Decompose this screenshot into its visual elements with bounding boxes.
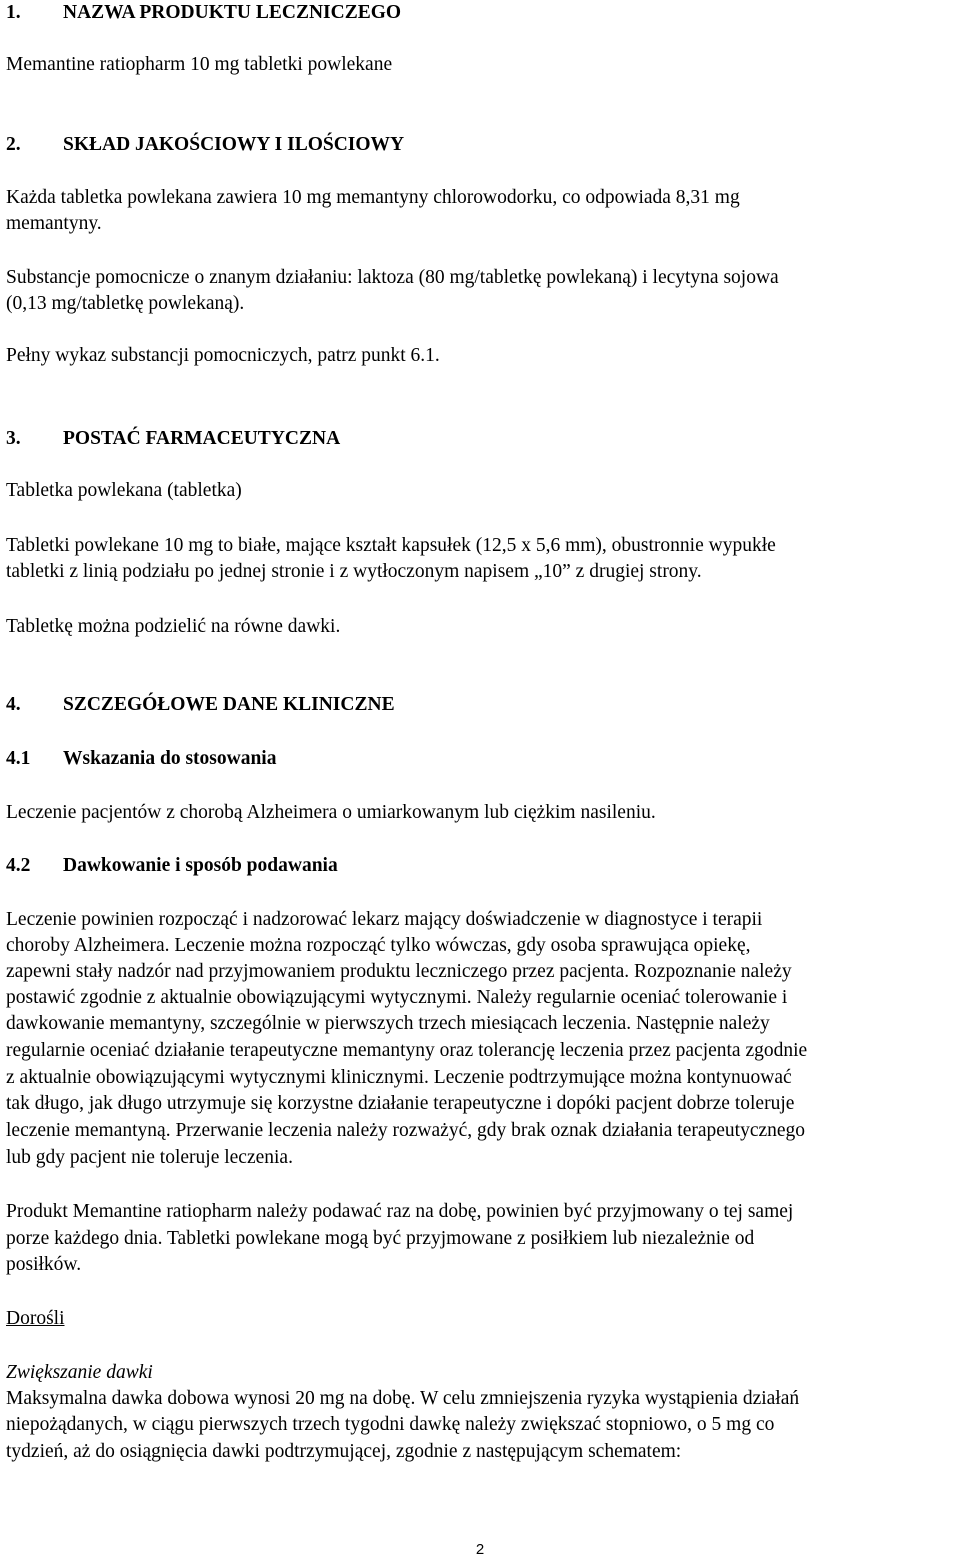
section-number: 1. [6, 2, 21, 23]
paragraph-line: Tabletka powlekana (tabletka) [6, 480, 242, 501]
section-3-heading [6, 426, 340, 452]
paragraph-line: Tabletki powlekane 10 mg to białe, mające kształt kapsułek (12,5 x 5,6 mm), obustronnie wypukłe [6, 535, 776, 556]
section-number: 2. [6, 134, 21, 155]
section-4-2-heading [6, 853, 338, 879]
section-title: NAZWA PRODUKTU LECZNICZEGO [63, 2, 402, 23]
paragraph-line: posiłków. [6, 1254, 82, 1275]
paragraph-line: leczenie memantyną. Przerwanie leczenia należy rozważyć, gdy brak oznak działania terapeutycznego [6, 1120, 806, 1141]
adults-subheading: Dorośli [6, 1308, 65, 1329]
section-number: 4.2 [6, 855, 31, 876]
paragraph-line: Pełny wykaz substancji pomocniczych, patrz punkt 6.1. [6, 345, 440, 366]
paragraph-line: Substancje pomocnicze o znanym działaniu: laktoza (80 mg/tabletkę powlekaną) i lecytyna sojowa [6, 267, 779, 288]
section-1-heading [6, 0, 401, 26]
paragraph-line: regularnie oceniać działanie terapeutyczne memantyny oraz tolerancję leczenia przez pacjenta zgodnie [6, 1040, 808, 1061]
section-title: SZCZEGÓŁOWE DANE KLINICZNE [63, 694, 395, 715]
paragraph-line: Leczenie powinien rozpocząć i nadzorować lekarz mający doświadczenie w diagnostyce i terapii [6, 909, 763, 930]
paragraph-line: (0,13 mg/tabletkę powlekaną). [6, 293, 245, 314]
paragraph-line: z aktualnie obowiązującymi wytycznymi klinicznymi. Leczenie podtrzymujące można kontynuować [6, 1067, 792, 1088]
product-name: Memantine ratiopharm 10 mg tabletki powlekane [6, 54, 393, 75]
section-number: 4. [6, 694, 21, 715]
dose-increase-subheading: Zwiększanie dawki [6, 1362, 153, 1383]
paragraph-line: lub gdy pacjent nie toleruje leczenia. [6, 1147, 293, 1168]
paragraph-line: Maksymalna dawka dobowa wynosi 20 mg na dobę. W celu zmniejszenia ryzyka wystąpienia działań [6, 1388, 800, 1409]
section-4-1-heading [6, 746, 276, 772]
paragraph-line: tabletki z linią podziału po jednej stronie i z wytłoczonym napisem „10” z drugiej strony. [6, 561, 702, 582]
page-number: 2 [475, 1541, 485, 1558]
paragraph-line: zapewni stały nadzór nad przyjmowaniem produktu leczniczego przez pacjenta. Rozpoznanie należy [6, 961, 792, 982]
paragraph-line: postawić zgodnie z aktualnie obowiązującymi wytycznymi. Należy regularnie oceniać tolerowanie i [6, 987, 788, 1008]
paragraph-line: Tabletkę można podzielić na równe dawki. [6, 616, 341, 637]
section-number: 3. [6, 428, 21, 449]
paragraph-line: choroby Alzheimera. Leczenie można rozpocząć tylko wówczas, gdy osoba sprawująca opiekę, [6, 935, 751, 956]
section-4-heading [6, 692, 395, 718]
section-title: POSTAĆ FARMACEUTYCZNA [63, 428, 341, 449]
paragraph-line: Produkt Memantine ratiopharm należy podawać raz na dobę, powinien być przyjmowany o tej samej [6, 1201, 794, 1222]
section-title: SKŁAD JAKOŚCIOWY I ILOŚCIOWY [63, 134, 405, 155]
paragraph-line: tydzień, aż do osiągnięcia dawki podtrzymującej, zgodnie z następującym schematem: [6, 1441, 682, 1462]
section-2-heading [6, 132, 404, 158]
paragraph-line: Leczenie pacjentów z chorobą Alzheimera o umiarkowanym lub ciężkim nasileniu. [6, 802, 656, 823]
section-title: Dawkowanie i sposób podawania [63, 855, 338, 876]
paragraph-line: dawkowanie memantyny, szczególnie w pierwszych trzech miesiącach leczenia. Następnie należy [6, 1013, 770, 1034]
section-number: 4.1 [6, 748, 31, 769]
paragraph-line: memantyny. [6, 213, 102, 234]
paragraph-line: porze każdego dnia. Tabletki powlekane mogą być przyjmowane z posiłkiem lub niezależnie od [6, 1228, 755, 1249]
section-title: Wskazania do stosowania [63, 748, 277, 769]
paragraph-line: tak długo, jak długo utrzymuje się korzystne działanie terapeutyczne i dopóki pacjent dobrze toleruje [6, 1093, 795, 1114]
paragraph-line: Każda tabletka powlekana zawiera 10 mg memantyny chlorowodorku, co odpowiada 8,31 mg [6, 187, 740, 208]
paragraph-line: niepożądanych, w ciągu pierwszych trzech tygodni dawkę należy zwiększać stopniowo, o 5 mg co [6, 1414, 775, 1435]
